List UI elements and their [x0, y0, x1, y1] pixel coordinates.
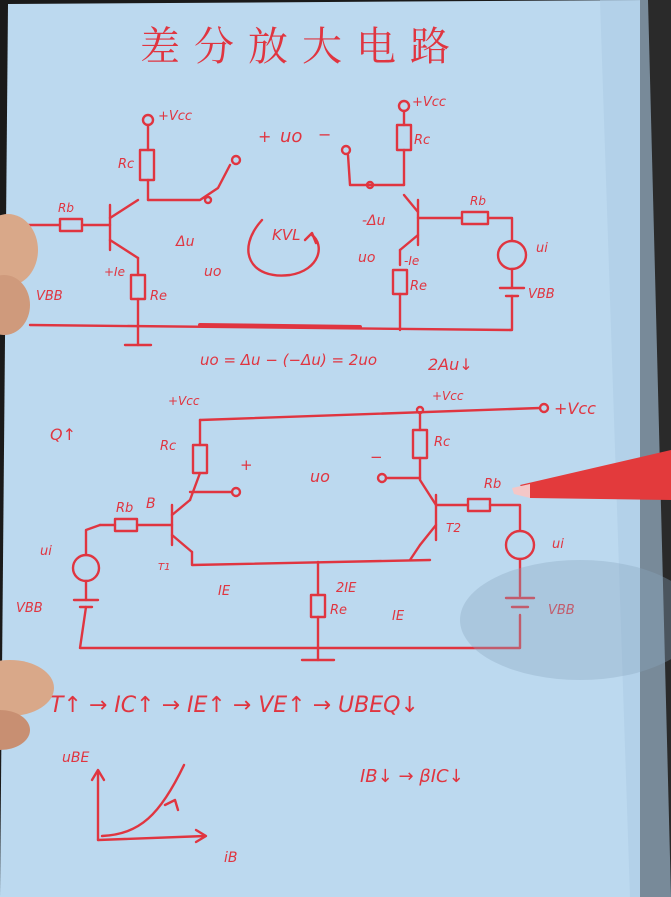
vbb-label-top-left: VBB	[36, 289, 63, 304]
ie-right-label-top: -Ie	[404, 254, 420, 268]
graph-y-label: uBE	[62, 750, 90, 766]
ui-label-bottom-right: ui	[552, 537, 564, 552]
output-voltage-label-bottom: uo	[310, 467, 330, 486]
delta-u-right-label: -Δu	[362, 213, 386, 229]
vbb-label-bottom-right: VBB	[548, 603, 575, 618]
rc-label-top-right: Rc	[414, 133, 431, 148]
ui-label-top-right: ui	[536, 241, 548, 256]
re-label-top-left: Re	[150, 289, 168, 304]
vbb-label-bottom-left: VBB	[16, 601, 43, 616]
delta-u-left-label: Δu	[176, 234, 195, 250]
kvl-label: KVL	[272, 226, 301, 244]
ib-beta-ic-note: IB↓ → βIC↓	[360, 766, 464, 787]
rc-label-bottom-right: Rc	[434, 435, 451, 450]
q-note: Q↑	[50, 425, 76, 444]
vcc-label-far-right: +Vcc	[554, 399, 596, 418]
page-title: 差分放大电路	[140, 24, 464, 70]
ie-label-bottom-left: IE	[218, 584, 231, 599]
vbb-label-top-right: VBB	[528, 287, 555, 302]
uo-small-left: uo	[204, 264, 222, 280]
ie-left-label-top: +Ie	[104, 265, 125, 279]
output-equation: uo = Δu − (−Δu) = 2uo	[200, 351, 378, 369]
rb-label-bottom-right: Rb	[484, 477, 502, 492]
rb-label-bottom-left: Rb	[116, 501, 134, 516]
graph-x-label: iB	[224, 850, 238, 866]
output-voltage-label-top: uo	[280, 126, 303, 147]
ie-label-bottom-right: IE	[392, 609, 405, 624]
vcc-label-bottom-left: +Vcc	[168, 394, 200, 408]
vcc-label-top-right: +Vcc	[412, 95, 447, 110]
uo-small-right: uo	[358, 250, 376, 266]
rb-label-top-left: Rb	[58, 201, 74, 215]
t2-label: T2	[446, 521, 461, 535]
beta-label: B	[146, 496, 156, 512]
vcc-label-top-left: +Vcc	[158, 109, 193, 124]
rc-label-bottom-left: Rc	[160, 439, 177, 454]
output-plus-bottom: +	[240, 456, 253, 474]
t1-label: T1	[158, 562, 171, 573]
rb-label-top-right: Rb	[470, 194, 486, 208]
re-label-top-right: Re	[410, 279, 428, 294]
output-minus-top: −	[318, 125, 332, 144]
ui-label-bottom-left: ui	[40, 544, 52, 559]
ie-total-label: 2IE	[336, 581, 357, 596]
vcc-label-bottom-right: +Vcc	[432, 389, 464, 403]
temperature-chain: T↑ → IC↑ → IE↑ → VE↑ → UBEQ↓	[50, 693, 419, 718]
output-plus-top: +	[258, 127, 272, 146]
output-minus-bottom: −	[370, 448, 383, 466]
rc-label-top-left: Rc	[118, 157, 135, 172]
re-label-bottom: Re	[330, 603, 348, 618]
gain-note: 2Au↓	[428, 355, 473, 374]
